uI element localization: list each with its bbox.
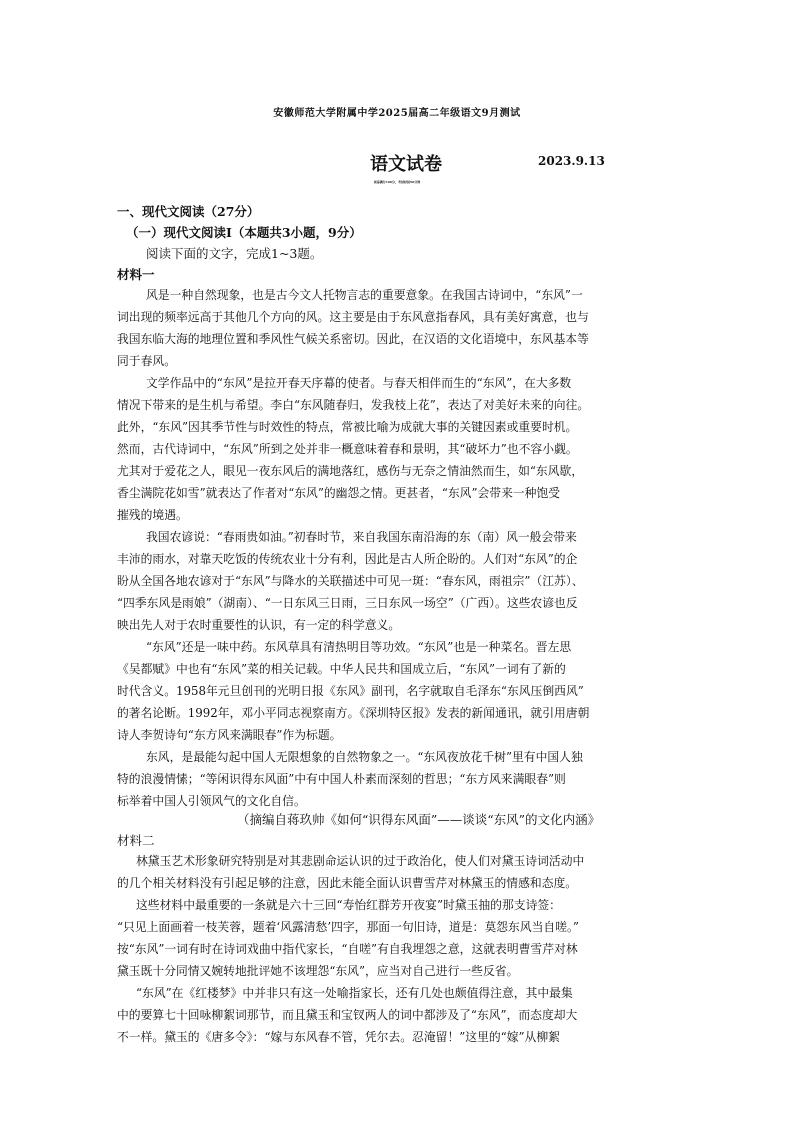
text-line: 盼从全国各地农谚对于“东风”与降水的关联描述中可见一斑：“春东风，雨祖宗”（江苏）、 (117, 574, 584, 588)
text-line: 词出现的频率远高于其他几个方向的风。这主要是由于东风意指春风，具有美好寓意，也与 (117, 310, 589, 324)
text-line: “只见上面画着一枝芙蓉，题着‘风露清愁’四字，那面一句旧诗，道是：莫怨东风当自嗟。” (117, 920, 579, 934)
text-line: 风是一种自然现象，也是古今文人托物言志的重要意象。在我国古诗词中，“东风”一 (146, 288, 583, 302)
text-line: 时代含义。1958年元旦创刊的光明日报《东风》副刊，名字就取自毛泽东“东风压倒西风” (117, 684, 584, 698)
text-line: 中的要算七十回咏柳絮词那节，而且黛玉和宝钗两人的词中都涉及了“东风”，而态度却大 (117, 1008, 578, 1022)
text-line: 我国东临大海的地理位置和季风性气候关系密切。因此，在汉语的文化语境中，东风基本等 (117, 332, 589, 346)
section-heading: 一、现代文阅读（27分） (117, 204, 260, 219)
paper-subtitle: 语文试卷 (370, 154, 442, 175)
text-line: 特的浪漫情愫；“等闲识得东风面”中有中国人朴素而深刻的哲思；“东方风来满眼春”则 (117, 772, 566, 786)
exam-title: 安徽师范大学附属中学2025届高二年级语文9月测试 (273, 108, 521, 119)
text-line: 黛玉既十分同情又婉转地批评她不该埋怨“东风”，应当对自己进行一些反省。 (117, 964, 519, 978)
text-line: 按“东风”一词有时在诗词戏曲中指代家长，“自嗟”有自我埋怨之意，这就表明曹雪芹对林 (117, 942, 578, 956)
material-two-label: 材料二 (117, 833, 155, 848)
text-line: 然而，古代诗词中，“东风”所到之处并非一概意味着春和景明，其“破坏力”也不容小觑。 (117, 442, 578, 456)
text-line: 香尘满院花如雪”就表达了作者对“东风”的幽怨之情。更甚者，“东风”会带来一种饱受 (117, 486, 561, 500)
text-line: 的著名论断。1992年，邓小平同志视察南方。《深圳特区报》发表的新闻通讯，就引用唐朝 (117, 706, 590, 720)
text-line: 这些材料中最重要的一条就是六十三回“寿怡红群芳开夜宴”时黛玉抽的那支诗签： (136, 898, 561, 912)
text-line: 情况下带来的是生机与希望。李白“东风随春归，发我枝上花”，表达了对美好未来的向往。 (117, 398, 590, 412)
text-line: 摧残的境遇。 (117, 508, 188, 522)
text-line: “四季东风是雨娘”（湖南）、“一日东风三日雨，三日东风一场空”（广西）。这些农谚也反 (117, 596, 578, 610)
text-line: 的几个相关材料没有引起足够的注意，因此未能全面认识曹雪芹对林黛玉的情感和态度。 (117, 876, 578, 890)
text-line: 标举着中国人引领风气的文化自信。 (117, 794, 306, 808)
text-line: 不一样。黛玉的《唐多令》：“嫁与东风春不管，凭尔去。忍淹留！”这里的“嫁”从柳絮 (117, 1030, 560, 1044)
material-one-label: 材料一 (117, 267, 155, 282)
text-line: 我国农谚说：“春雨贵如油。”初春时节，来自我国东南沿海的东（南）风一般会带来 (146, 530, 577, 544)
reading-instruction: 阅读下面的文字，完成1~3题。 (146, 246, 323, 261)
material-one-source: （摘编自蒋玖帅《如何“识得东风面”——谈谈“东风”的文化内涵》 (237, 812, 601, 827)
text-line: 文学作品中的“东风”是拉开春天序幕的使者。与春天相伴而生的“东风”，在大多数 (146, 376, 572, 390)
sub-section-heading: （一）现代文阅读Ⅰ（本题共3小题，9分） (126, 225, 362, 240)
text-line: “东风”还是一味中药。东风草具有清热明目等功效。“东风”也是一种菜名。晋左思 (146, 640, 572, 654)
text-line: 林黛玉艺术形象研究特别是对其悲剧命运认识的过于政治化，使人们对黛玉诗词活动中 (136, 854, 585, 868)
full-mark-note: 试卷满分100分，考试时间90分钟 (373, 180, 421, 184)
text-line: 此外，“东风”因其季节性与时效性的特点，常被比喻为成就大事的关键因素或重要时机。 (117, 420, 578, 434)
text-line: 诗人李贺诗句“东方风来满眼春”作为标题。 (117, 728, 342, 742)
text-line: 《吴都赋》中也有“东风”菜的相关记载。中华人民共和国成立后，“东风”一词有了新的 (117, 662, 566, 676)
text-line: 东风，是最能勾起中国人无限想象的自然物象之一。“东风夜放花千树”里有中国人独 (146, 750, 583, 764)
text-line: 丰沛的雨水，对靠天吃饭的传统农业十分有利，因此是古人所企盼的。人们对“东风”的企 (117, 552, 578, 566)
text-line: 尤其对于爱花之人，眼见一夜东风后的满地落红，感伤与无奈之情油然而生，如“东风歇， (117, 464, 584, 478)
text-line: “东风”在《红楼梦》中并非只有这一处喻指家长，还有几处也颇值得注意，其中最集 (136, 986, 573, 1000)
text-line: 同于春风。 (117, 354, 176, 368)
text-line: 映出先人对于农时重要性的认识，有一定的科学意义。 (117, 618, 401, 632)
exam-date: 2023.9.13 (538, 154, 605, 168)
